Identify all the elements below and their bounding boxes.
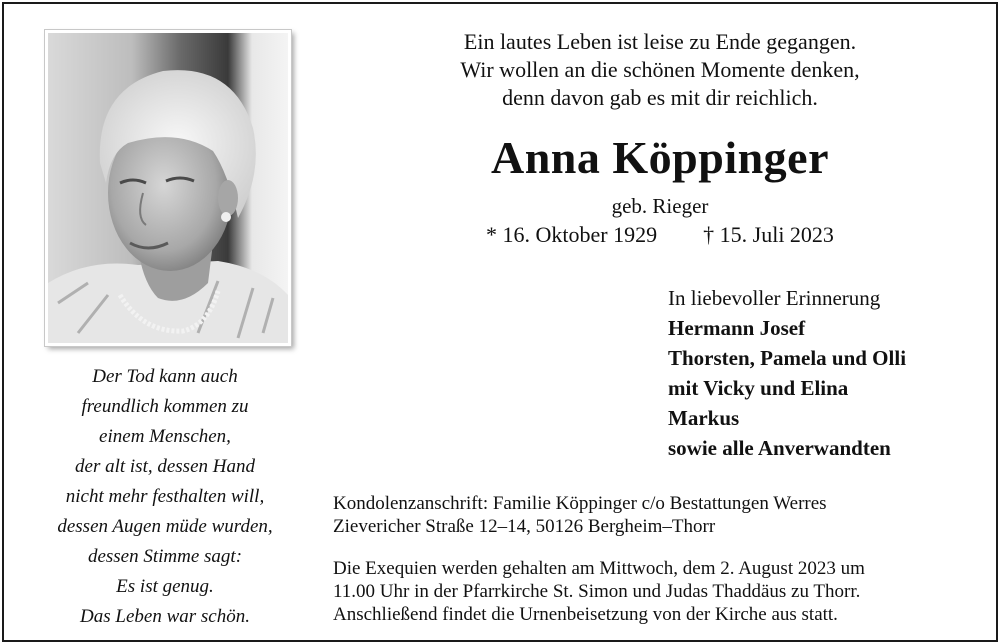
opening-verse: [340, 28, 980, 112]
funeral-notice: [333, 557, 993, 626]
condolence-address: [333, 492, 993, 538]
verse-line: Ein lautes Leben ist leise zu Ende gegangen.: [463, 29, 857, 54]
poem-line: Der Tod kann auch: [92, 366, 238, 387]
birth-name: geb. Rieger: [611, 194, 709, 218]
family-signature: [668, 283, 988, 463]
condolence-line: Kondolenzanschrift: Familie Köppinger c/o Bestattungen Werres: [333, 493, 827, 514]
life-dates: [340, 220, 980, 250]
poem-line: dessen Augen müde wurden,: [57, 516, 273, 537]
death-date: † 15. Juli 2023: [703, 222, 834, 247]
family-name: Thorsten, Pamela und Olli: [668, 346, 907, 370]
poem-line: Das Leben war schön.: [80, 606, 250, 627]
family-name: Markus: [668, 406, 740, 430]
poem-line: Es ist genug.: [116, 576, 214, 597]
family-name: Hermann Josef: [668, 316, 806, 340]
poem-line: einem Menschen,: [99, 426, 231, 447]
family-name: sowie alle Anverwandten: [668, 436, 891, 460]
condolence-line: Zievericher Straße 12–14, 50126 Bergheim–Thorr: [333, 516, 716, 537]
portrait-photo: [45, 30, 291, 346]
poem: [20, 362, 310, 632]
verse-line: denn davon gab es mit dir reichlich.: [502, 85, 818, 110]
poem-line: nicht mehr festhalten will,: [65, 486, 265, 507]
birth-date: * 16. Oktober 1929: [486, 222, 658, 247]
remembrance-intro: In liebevoller Erinnerung: [668, 286, 881, 310]
funeral-line: Anschließend findet die Urnenbeisetzung von der Kirche aus statt.: [333, 604, 838, 625]
funeral-line: 11.00 Uhr in der Pfarrkirche St. Simon und Judas Thaddäus zu Thorr.: [333, 581, 861, 602]
poem-line: freundlich kommen zu: [81, 396, 249, 417]
poem-line: dessen Stimme sagt:: [87, 546, 243, 567]
deceased-name: Anna Köppinger: [490, 132, 830, 183]
family-name: mit Vicky und Elina: [668, 376, 849, 400]
poem-line: der alt ist, dessen Hand: [75, 456, 255, 477]
verse-line: Wir wollen an die schönen Momente denken,: [460, 57, 860, 82]
funeral-line: Die Exequien werden gehalten am Mittwoch, dem 2. August 2023 um: [333, 558, 865, 579]
